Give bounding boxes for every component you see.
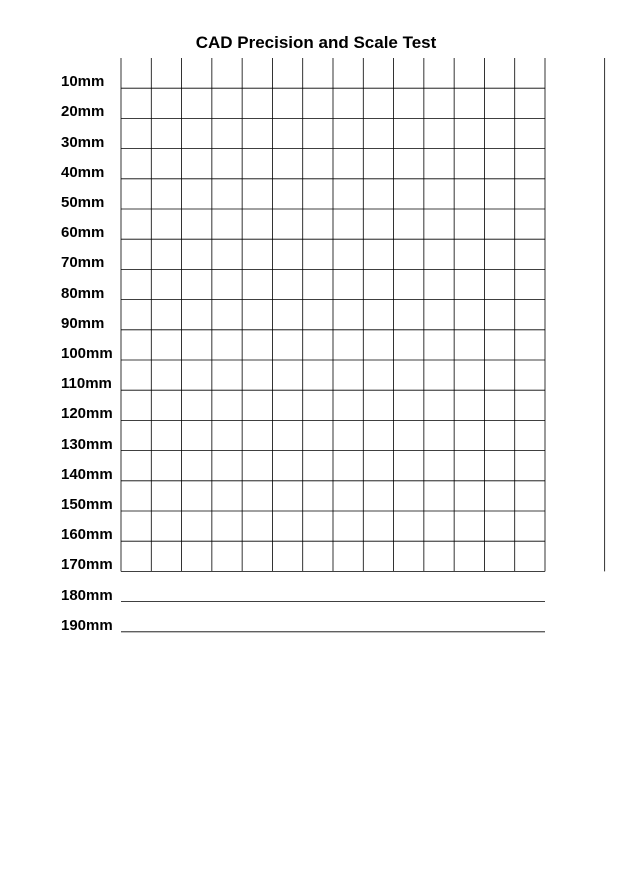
row-label-110mm: 110mm bbox=[61, 375, 112, 393]
row-label-80mm: 80mm bbox=[61, 284, 105, 302]
page-title: CAD Precision and Scale Test bbox=[195, 33, 437, 52]
row-label-10mm: 10mm bbox=[61, 73, 105, 91]
row-label-90mm: 90mm bbox=[61, 314, 105, 332]
row-label-130mm: 130mm bbox=[61, 435, 113, 453]
row-label-50mm: 50mm bbox=[61, 194, 105, 211]
row-label-170mm: 170mm bbox=[61, 556, 113, 574]
row-label-120mm: 120mm bbox=[61, 405, 113, 423]
row-label-150mm: 150mm bbox=[61, 496, 113, 513]
row-label-70mm: 70mm bbox=[61, 254, 105, 272]
row-label-190mm: 190mm bbox=[61, 616, 113, 634]
row-label-60mm: 60mm bbox=[61, 224, 105, 242]
row-label-20mm: 20mm bbox=[61, 103, 105, 121]
row-label-30mm: 30mm bbox=[61, 133, 105, 151]
row-label-40mm: 40mm bbox=[61, 163, 105, 181]
row-label-140mm: 140mm bbox=[61, 465, 113, 483]
row-label-180mm: 180mm bbox=[61, 586, 113, 604]
row-label-100mm: 100mm bbox=[61, 345, 113, 362]
row-label-160mm: 160mm bbox=[61, 526, 113, 544]
